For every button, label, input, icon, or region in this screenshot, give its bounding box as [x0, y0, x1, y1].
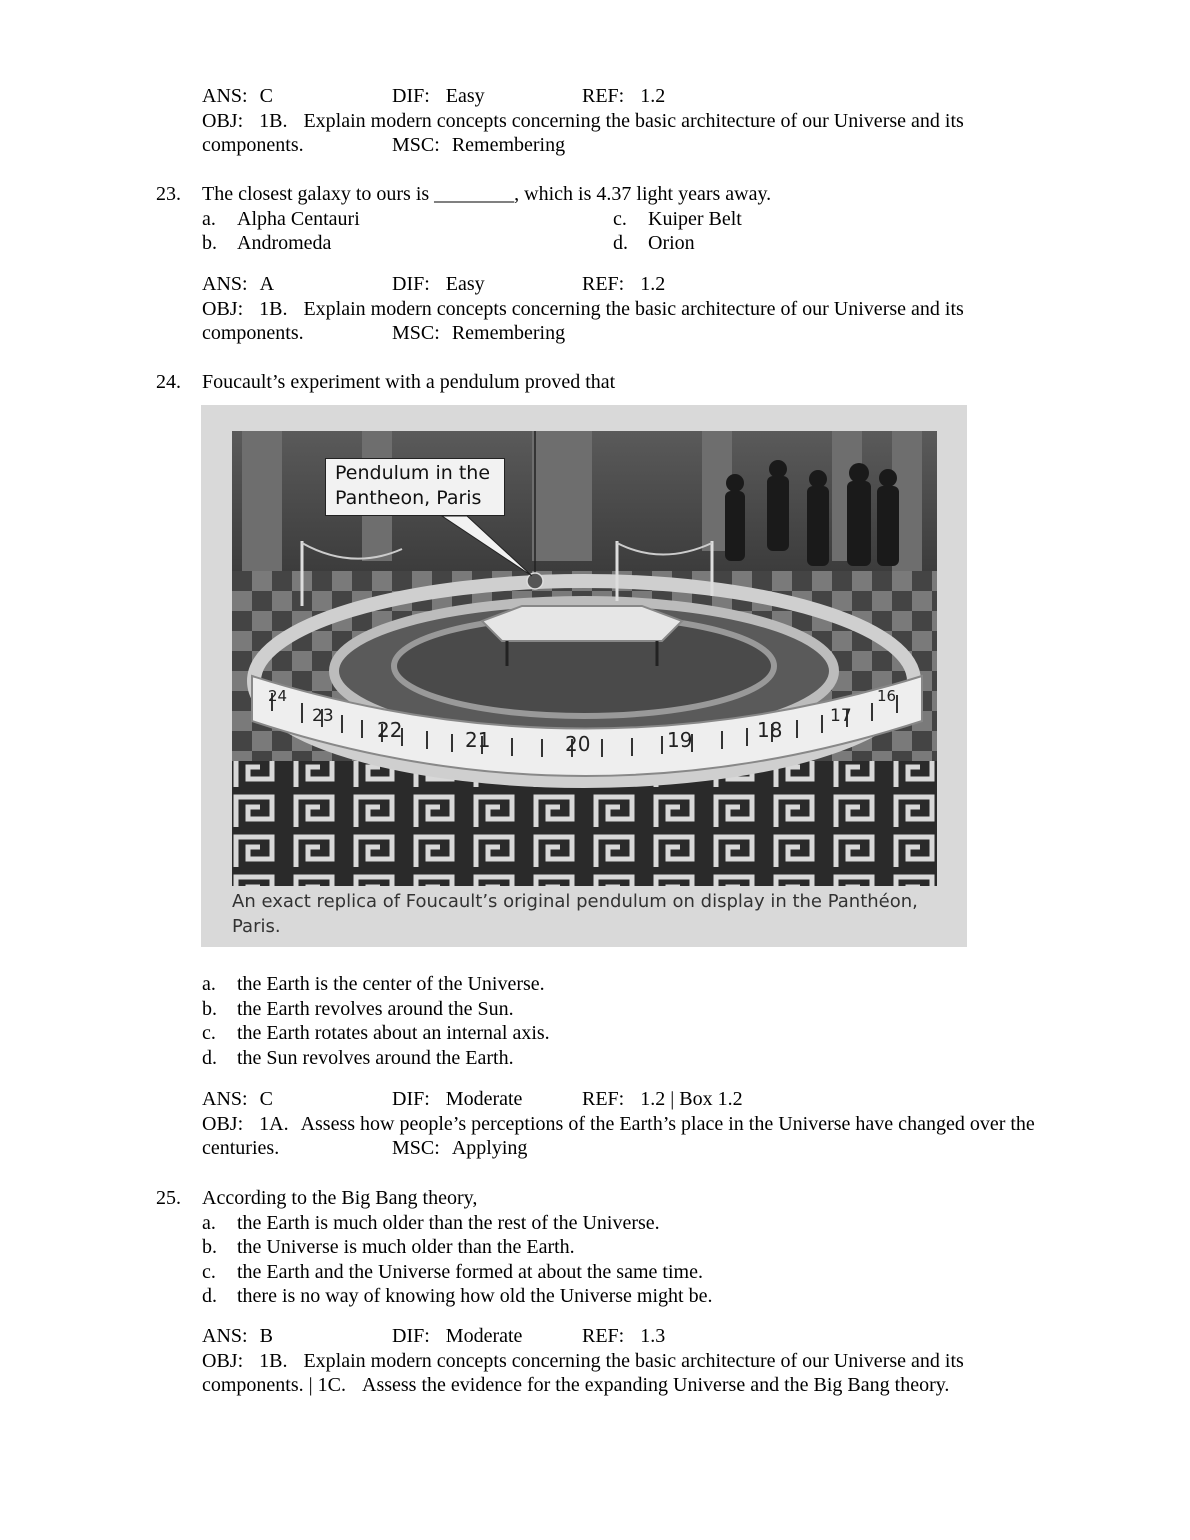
obj-text-cont: components. [202, 322, 304, 344]
option-letter: c. [202, 1260, 216, 1283]
question-stem: According to the Big Bang theory, [202, 1187, 478, 1209]
obj-label: OBJ: [202, 1112, 244, 1135]
option-letter: a. [202, 1211, 216, 1234]
option-text: Kuiper Belt [648, 207, 742, 230]
obj-text-cont: components. | 1C. [202, 1374, 346, 1396]
obj-code: 1B. [259, 109, 288, 132]
option-letter: d. [613, 232, 628, 254]
question-number: 25. [156, 1187, 181, 1209]
option-text: Andromeda [237, 232, 332, 254]
dif-value: Moderate [445, 1325, 523, 1347]
option-row [202, 1260, 1162, 1285]
scale-number: 17 [830, 706, 852, 726]
option-letter: c. [613, 207, 627, 230]
question-25 [156, 1186, 1162, 1309]
caption-line: Paris. [232, 916, 281, 937]
option-row [202, 1021, 1162, 1046]
q23-meta [202, 272, 1162, 346]
obj-text-cont: components. [202, 134, 304, 156]
scale-number: 20 [565, 732, 591, 756]
option-row [202, 997, 1162, 1022]
ref-label: REF: [582, 1325, 625, 1347]
msc-label: MSC: [392, 322, 440, 344]
option-text: the Earth and the Universe formed at about the same time. [237, 1260, 703, 1283]
option-text: the Earth is much older than the rest of the Universe. [237, 1211, 660, 1234]
msc-value: Remembering [451, 134, 566, 156]
option-letter: b. [202, 232, 217, 254]
dif-value: Easy [445, 273, 485, 295]
ref-label: REF: [582, 1088, 625, 1110]
option-row [202, 1235, 1162, 1260]
figure-caption [232, 889, 947, 939]
ref-label: REF: [582, 85, 625, 107]
option-letter: a. [202, 973, 216, 995]
scale-number: 21 [465, 728, 491, 752]
option-letter: b. [202, 997, 217, 1020]
scale-number: 23 [312, 706, 334, 726]
question-number: 23. [156, 183, 181, 205]
option-row [202, 1284, 1162, 1309]
question-stem: Foucault’s experiment with a pendulum proved that [202, 371, 616, 393]
obj-text-cont: Assess the evidence for the expanding Universe and the Big Bang theory. [362, 1374, 950, 1396]
obj-text: Explain modern concepts concerning the basic architecture of our Universe and its [303, 109, 964, 132]
obj-code: 1B. [259, 297, 288, 320]
ans-value: A [259, 273, 275, 295]
scale-number: 24 [268, 687, 288, 705]
q24-options [202, 972, 1162, 1070]
msc-value: Remembering [451, 322, 566, 344]
option-row [202, 1046, 1162, 1071]
q25-meta [202, 1324, 1162, 1398]
dif-label: DIF: [392, 85, 430, 107]
option-text: Alpha Centauri [237, 207, 360, 230]
ref-value: 1.2 [640, 85, 666, 107]
dif-label: DIF: [392, 273, 430, 295]
option-row [202, 1211, 1162, 1236]
pendulum-bob [527, 573, 543, 589]
option-text: the Universe is much older than the Earth. [237, 1236, 575, 1258]
obj-code: 1B. [259, 1349, 288, 1372]
q22-meta [202, 84, 1162, 158]
obj-code: 1A. [259, 1112, 289, 1135]
option-letter: b. [202, 1236, 217, 1258]
ref-label: REF: [582, 273, 625, 295]
dif-label: DIF: [392, 1325, 430, 1347]
ref-value: 1.2 [640, 273, 666, 295]
option-letter: a. [202, 207, 216, 230]
scale-number: 22 [377, 718, 403, 742]
msc-value: Applying [451, 1137, 528, 1159]
pendulum-table [482, 606, 682, 641]
pendulum-callout [325, 458, 505, 516]
option-letter: d. [202, 1285, 217, 1307]
caption-line: An exact replica of Foucault’s original pendulum on display in the Panthéon, [232, 891, 918, 912]
callout-line: Pendulum in the [335, 462, 491, 484]
pendulum-figure [201, 405, 967, 947]
ans-value: C [259, 1088, 273, 1110]
question-24 [156, 370, 1162, 395]
msc-label: MSC: [392, 134, 440, 156]
ans-value: B [259, 1325, 273, 1347]
obj-text: Assess how people’s perceptions of the Earth’s place in the Universe have changed over the [300, 1112, 1035, 1135]
ref-value: 1.3 [640, 1325, 666, 1347]
ans-label: ANS: [202, 1325, 248, 1347]
ans-value: C [259, 85, 273, 107]
ans-label: ANS: [202, 85, 248, 107]
option-text: there is no way of knowing how old the Universe might be. [237, 1285, 713, 1307]
msc-label: MSC: [392, 1137, 440, 1159]
callout-line: Pantheon, Paris [335, 487, 482, 509]
scale-number: 18 [757, 718, 783, 742]
scale-number: 19 [667, 728, 693, 752]
option-text: the Earth is the center of the Universe. [237, 973, 545, 995]
dif-value: Moderate [445, 1088, 523, 1110]
option-text: Orion [648, 232, 695, 254]
dif-value: Easy [445, 85, 485, 107]
question-stem: The closest galaxy to ours is ________, which is 4.37 light years away. [202, 183, 772, 205]
obj-label: OBJ: [202, 109, 244, 132]
option-text: the Sun revolves around the Earth. [237, 1046, 514, 1069]
option-row [202, 972, 1162, 997]
ref-value: 1.2 | Box 1.2 [640, 1088, 743, 1110]
pendulum-photo [232, 431, 937, 886]
dif-label: DIF: [392, 1088, 430, 1110]
option-text: the Earth rotates about an internal axis. [237, 1022, 550, 1044]
option-letter: d. [202, 1046, 217, 1069]
option-row [202, 207, 1162, 232]
option-text: the Earth revolves around the Sun. [237, 997, 514, 1020]
ans-label: ANS: [202, 273, 248, 295]
question-23 [156, 182, 1162, 256]
scale-number: 16 [877, 687, 897, 705]
obj-text-cont: centuries. [202, 1137, 280, 1159]
question-number: 24. [156, 371, 181, 393]
obj-text: Explain modern concepts concerning the basic architecture of our Universe and its [303, 297, 964, 320]
obj-text: Explain modern concepts concerning the basic architecture of our Universe and its [303, 1349, 964, 1372]
option-letter: c. [202, 1022, 216, 1044]
obj-label: OBJ: [202, 1349, 244, 1372]
option-row [202, 231, 1162, 256]
q24-meta [202, 1087, 1162, 1161]
obj-label: OBJ: [202, 297, 244, 320]
ans-label: ANS: [202, 1088, 248, 1110]
